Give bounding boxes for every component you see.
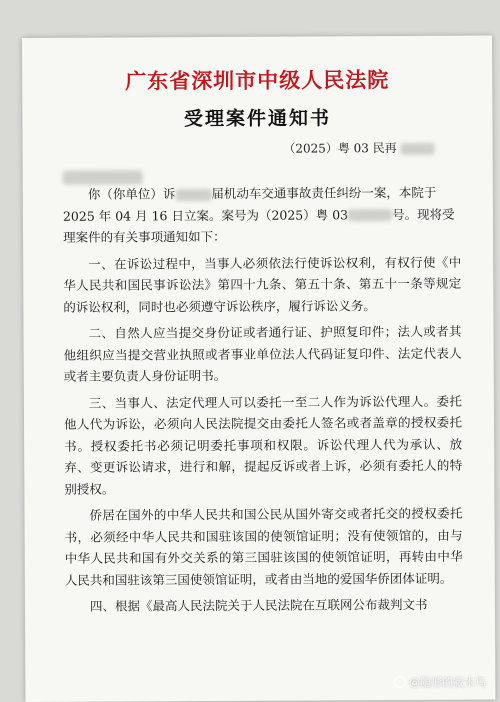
redacted-case-digits bbox=[348, 209, 392, 221]
clause-3-overseas: 侨居在国外的中华人民共和国公民从国外寄交或者托交的授权委托书，必须经中华人民共和国驻该国的使领馆证明；没有使领馆的，由与中华人民共和国有外交关系的第三国驻该国的使领馆证明，再转由中华人民共和国驻该第三国使领馆证明，或者由当地的爱国华侨团体证明。 bbox=[64, 505, 463, 588]
clause-4: 四、根据《最高人民法院关于人民法院在互联网公布裁判文书 bbox=[89, 596, 428, 614]
redacted-party-name bbox=[175, 189, 211, 201]
watermark bbox=[394, 674, 486, 690]
clause-2: 二、自然人应当提交身份证或者通行证、护照复印件；法人或者其他组织应当提交营业执照或者事业单位法人代码证复印件、法定代表人或者主要负责人身份证明书。 bbox=[63, 323, 462, 384]
intro-paragraph-line3: 理案件的有关事项通知如下： bbox=[63, 228, 226, 245]
watermark-text: @隐形的寂木鸟 bbox=[409, 676, 486, 689]
document-title: 受理案件通知书 bbox=[183, 107, 331, 131]
redacted-case-number bbox=[401, 142, 435, 154]
watermark-logo-icon bbox=[394, 676, 406, 688]
intro-paragraph: 你（你单位）诉 届机动车交通事故责任纠纷一案，本院于 bbox=[87, 184, 437, 202]
case-number bbox=[283, 139, 434, 157]
court-name: 广东省深圳市中级人民法院 bbox=[125, 67, 390, 94]
clause-1: 一、在诉讼过程中，当事人必须依法行使诉讼权利，有权行使《中华人民共和国民事诉讼法》第四十九条、第五十条、第五十一条等规定的诉讼权利，同时也必须遵守诉讼秩序，履行诉讼义务。 bbox=[63, 254, 462, 315]
clause-3: 三、当事人、法定代理人可以委托一至二人作为诉讼代理人。委托他人代为诉讼，必须向人民法院提交由委托人签名或者盖章的授权委托书。授权委托书必须记明委托事项和权限。诉讼代理人代为承认、放弃、变更诉讼请求，进行和解，提起反诉或者上诉，必须有委托人的特别授权。 bbox=[63, 393, 463, 497]
intro-paragraph-line2: 2025 年 04 月 16 日立案。案号为（2025）粤 03 号。现将受 bbox=[62, 206, 455, 224]
document-page bbox=[22, 36, 495, 702]
document-body bbox=[63, 182, 463, 623]
case-number-text: （2025）粤 03 民再 bbox=[283, 141, 397, 156]
